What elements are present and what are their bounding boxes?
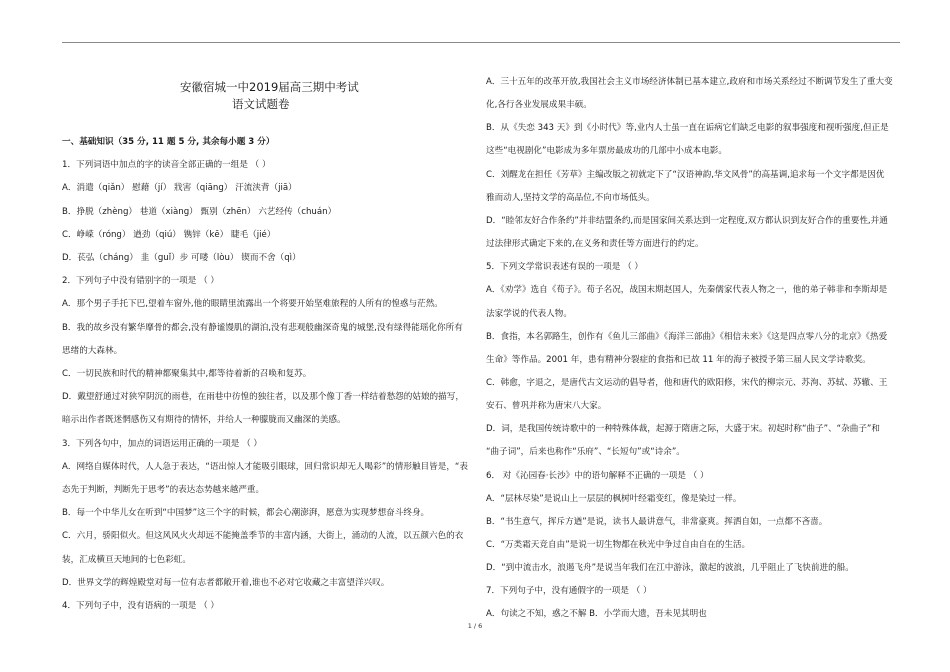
text-line: 思绪的大森林。 bbox=[62, 345, 123, 356]
text-line: 态先于判断，判断先于思考”的表达态势越来越严重。 bbox=[62, 485, 265, 495]
text-line: A．消遣（qiǎn） 慰藉（jí） 戕害（qiāng） 汗流浃背（jiā） bbox=[62, 183, 297, 194]
text-line: A．“层林尽染”是说山上一层层的枫树叶经霜变红，像是染过一样。 bbox=[486, 493, 742, 504]
text-line: 4．下列句子中，没有语病的一项是 （ ） bbox=[62, 601, 220, 611]
text-line: D．“到中流击水，浪遏飞舟”是说当年我们在江中游泳，激起的波浪，几乎阻止了飞快前进的船。 bbox=[486, 563, 854, 574]
text-line: 1．下列词语中加点的字的读音全部正确的一组是 （ ） bbox=[62, 160, 271, 171]
text-line: B．从《失恋 343 天》到《小时代》等,业内人士虽一直在诟病它们缺乏电影的叙事强度和视听强度,但正是 bbox=[486, 123, 889, 134]
text-line: B．“书生意气，挥斥方遒”是说，读书人最讲意气，非常豪爽。挥洒自如，一点都不吝啬。 bbox=[486, 516, 828, 527]
text-line: D．苌弘（cháng） 韭（guǐ）步 可喽（lòu） 锲而不舍（qì） bbox=[62, 253, 301, 263]
text-line: 化,各行各业发展成果丰硕。 bbox=[486, 100, 592, 111]
text-line: 7．下列句子中，没有通假字的一项是 （ ） bbox=[486, 586, 652, 597]
text-line: B．食指，本名郭路生，创作有《鱼儿三部曲》《海洋三部曲》《相信未来》《这是四点零八分的北京》《热爱 bbox=[486, 331, 888, 342]
text-line: 这些“电视剧化”电影成为多年票房最成功的几部中小成本电影。 bbox=[486, 146, 727, 157]
text-line: 6． 对《沁园春·长沙》中的语句解释不正确的一项是 （ ） bbox=[486, 470, 709, 481]
text-line: B．每一个中华儿女在听到“中国梦”这三个字的时候，都会心潮澎湃，愿意为实现梦想奋斗终身。 bbox=[62, 508, 430, 519]
text-line: 过法律形式确定下来的,在义务和责任等方面进行的约定。 bbox=[486, 239, 704, 250]
text-line: D．词，是我国传统诗歌中的一种特殊体裁，起源于隋唐之际，大盛于宋。初起时称“曲子”、“杂曲子”和 bbox=[486, 424, 880, 435]
text-line: 5．下列文学常识表述有误的一项是 （ ） bbox=[486, 262, 644, 273]
text-line: C．六月，骄阳似火。但这风风火火却远不能掩盖季节的丰富内涵，大街上，涌动的人流，以五颜六色的衣 bbox=[62, 531, 464, 542]
text-line: A．网络自媒体时代，人人急于表达，“语出惊人才能吸引眼球，回归常识却无人喝彩”的情形触目皆是，“表 bbox=[62, 461, 468, 472]
text-line: 生命》等作品。2001 年，患有精神分裂症的食指和已故 11 年的海子被授予第三届人民文学诗歌奖。 bbox=[486, 354, 871, 365]
text-line: C．“万类霜天竞自由”是说一切生物都在秋光中争过自由自在的生活。 bbox=[486, 540, 751, 550]
text-line: 装，汇成横亘天地间的七色彩虹。 bbox=[62, 554, 191, 565]
page-number: 1 / 6 bbox=[467, 622, 483, 630]
text-line: C．一切民族和时代的精神都聚集其中,都等待着新的召唤和复苏。 bbox=[62, 369, 312, 379]
text-line: D．世界文学的辉煌殿堂对每一位有志者都敞开着,谁也不必对它收藏之丰富望洋兴叹。 bbox=[62, 577, 390, 588]
top-rule bbox=[62, 42, 900, 43]
text-line: 安石、曾巩并称为唐宋八大家。 bbox=[486, 401, 607, 412]
text-line: D．“睦邻友好合作条约”并非结盟条约,而是国家间关系达到一定程度,双方都认识到友好合作的重要性,并通 bbox=[486, 215, 888, 226]
text-line: “曲子词”，后来也称作“乐府”、“长短句”或“诗余”。 bbox=[486, 447, 685, 458]
exam-title: 安徽宿城一中2019届高三期中考试 bbox=[180, 80, 359, 94]
text-line: A．三十五年的改革开放,我国社会主义市场经济体制已基本建立,政府和市场关系经过不断调节发生了重大变 bbox=[486, 77, 893, 87]
text-line: A．那个男子手托下巴,望着车窗外,他的眼睛里流露出一个将要开始坚难旅程的人所有的惶惑与茫然。 bbox=[62, 299, 443, 310]
text-line: C．刘醒龙在担任《芳草》主编改版之初就定下了“汉语神韵,华文风骨”的高基调,追求每一个文字都是因优 bbox=[486, 169, 885, 180]
text-line: 3．下列各句中，加点的词语运用正确的一项是 （ ） bbox=[62, 438, 262, 449]
text-line: B．我的故乡没有繁华靡骨的都会,没有静谧馒肌的湖泊,没有悲观般幽深奇鬼的城堡,没有绿得能瑶化你所有 bbox=[62, 322, 463, 333]
section-heading: 一、基础知识（35 分, 11 题 5 分, 其余每小题 3 分） bbox=[62, 137, 275, 147]
text-line: 2．下列句子中没有错别字的一项是 （ ） bbox=[62, 276, 220, 287]
text-line: B．挣脱（zhèng） 巷道（xiàng） 甄别（zhēn） 六艺经传（chuán） bbox=[62, 206, 337, 217]
text-line: C．韩愈，字退之，是唐代古文运动的倡导者，他和唐代的欧阳修，宋代的柳宗元、苏洵、苏轼、苏辙、王 bbox=[486, 377, 888, 388]
text-line: C．峥嵘（róng） 遒劲（qiú） 镌锌（kē） 睫毛（jié） bbox=[62, 229, 276, 240]
text-line: 法家学说的代表人物。 bbox=[486, 308, 572, 319]
text-line: D．戴望舒通过对狭窄阴沉的雨巷，在雨巷中彷惶的独往者，以及那个像丁香一样结着愁怨的姑娘的描写， bbox=[62, 392, 464, 403]
text-line: A．《劝学》选自《荀子》。荀子名况，战国末期赵国人，先秦儒家代表人物之一，他的弟子韩非和李斯却是 bbox=[486, 285, 888, 296]
text-line: 雅而动人,坚持文学的高品位,不向市场低头。 bbox=[486, 192, 655, 203]
text-line: 暗示出作者既迷惘感伤又有期待的情怀，并给人一种朦胧而又幽深的美感。 bbox=[62, 415, 346, 426]
text-line: A．句读之不知，惑之不解 B．小学而大遗，吾未见其明也 bbox=[486, 609, 707, 620]
exam-subtitle: 语文试题卷 bbox=[232, 97, 290, 111]
